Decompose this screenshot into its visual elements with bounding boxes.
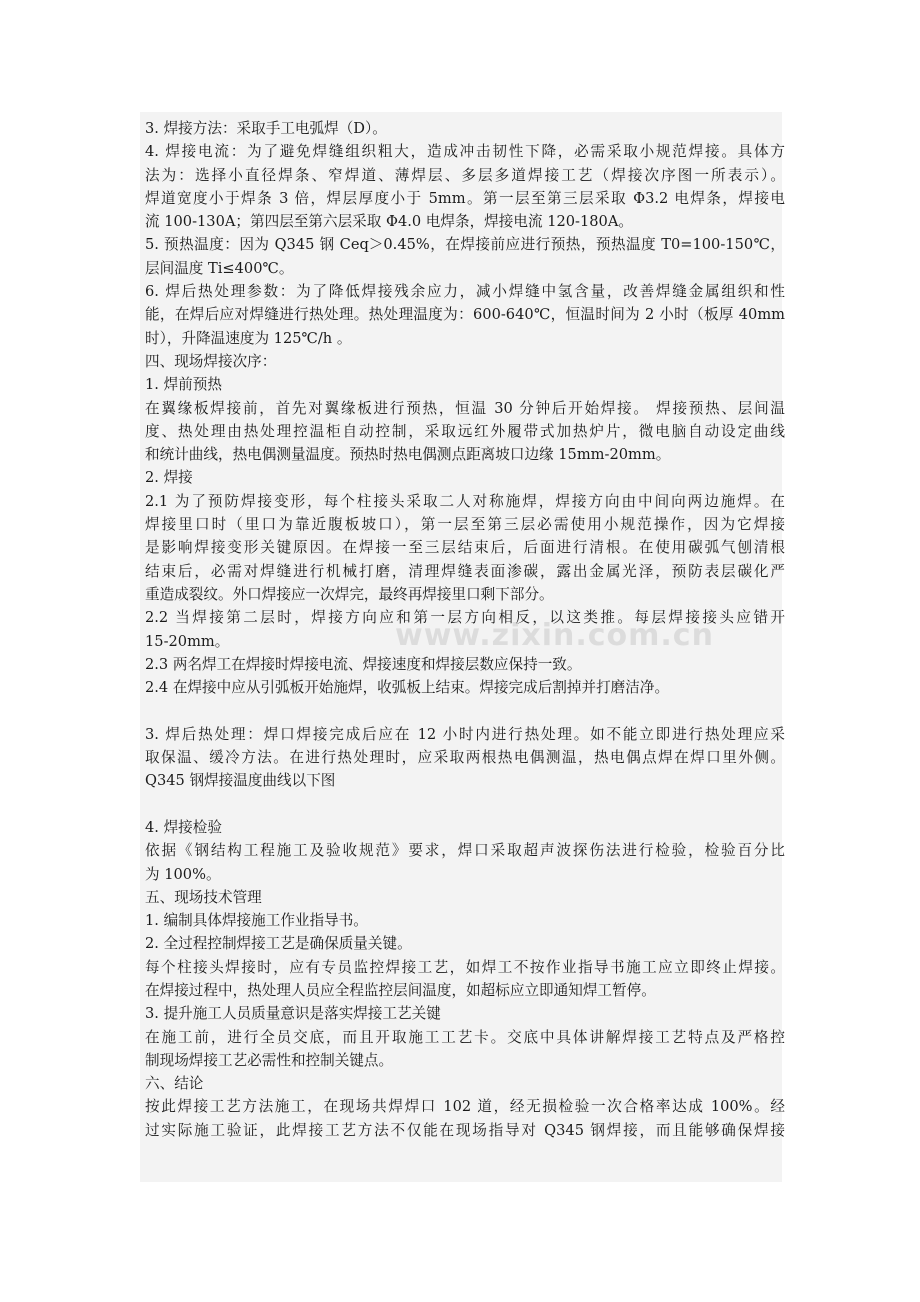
text-line: 过实际施工验证，此焊接工艺方法不仅能在现场指导对 Q345 钢焊接，而且能够确保焊接 [145, 1121, 785, 1139]
text-line: 五、现场技术管理 [145, 888, 262, 906]
text-line: 5. 预热温度：因为 Q345 钢 Ceq＞0.45%，在焊接前应进行预热，预热温度 T0=100-150℃， [145, 236, 785, 254]
text-line: 和统计曲线，热电偶测量温度。预热时热电偶测点距离坡口边缘 15mm-20mm。 [145, 446, 671, 464]
blank-line [145, 699, 785, 722]
text-line: 法为：选择小直径焊条、窄焊道、薄焊层、多层多道焊接工艺（焊接次序图一所表示）。 [145, 166, 785, 184]
text-line: 流 100-130A；第四层至第六层采取 Φ4.0 电焊条，焊接电流 120-180A。 [145, 213, 633, 231]
text-line: 2.4 在焊接中应从引弧板开始施焊，收弧板上结束。焊接完成后割掉并打磨洁净。 [145, 679, 670, 697]
text-line: 1. 焊前预热 [145, 376, 222, 394]
text-line: 依据《钢结构工程施工及验收规范》要求，焊口采取超声波探伤法进行检验，检验百分比 [145, 842, 785, 860]
text-line: 层间温度 Ti≤400℃。 [145, 259, 294, 277]
text-line: 焊接里口时（里口为靠近腹板坡口），第一层至第三层必需使用小规范操作，因为它焊接 [145, 516, 785, 534]
text-line: 4. 焊接电流：为了避免焊缝组织粗大，造成冲击韧性下降，必需采取小规范焊接。具体方 [145, 143, 785, 161]
text-line: 在翼缘板焊接前，首先对翼缘板进行预热，恒温 30 分钟后开始焊接。 焊接预热、层间温 [145, 399, 785, 417]
text-line: 能，在焊后应对焊缝进行热处理。热处理温度为：600-640℃，恒温时间为 2 小时（板厚 40mm [145, 306, 785, 324]
text-line: 1. 编制具体焊接施工作业指导书。 [145, 912, 368, 930]
text-line: 2. 焊接 [145, 469, 193, 487]
text-line: 2. 全过程控制焊接工艺是确保质量关键。 [145, 935, 412, 953]
text-line: 是影响焊接变形关键原因。在焊接一至三层结束后，后面进行清根。在使用碳弧气刨清根 [145, 539, 785, 557]
text-line: 焊道宽度小于焊条 3 倍，焊层厚度小于 5mm。第一层至第三层采取 Φ3.2 电焊条，焊接电 [145, 189, 785, 207]
text-line: 按此焊接工艺方法施工，在现场共焊焊口 102 道，经无损检验一次合格率达成 100%。经 [145, 1098, 785, 1116]
text-line: 3. 焊后热处理：焊口焊接完成后应在 12 小时内进行热处理。如不能立即进行热处理应采 [145, 725, 785, 743]
text-line: 为 100%。 [145, 865, 221, 883]
text-line: 在施工前，进行全员交底，而且开取施工工艺卡。交底中具体讲解焊接工艺特点及严格控 [145, 1028, 785, 1046]
text-line: 度、热处理由热处理控温柜自动控制，采取远红外履带式加热炉片，微电脑自动设定曲线 [145, 422, 785, 440]
blank-line [145, 793, 785, 816]
text-line: 2.1 为了预防焊接变形，每个柱接头采取二人对称施焊，焊接方向由中间向两边施焊。在 [145, 492, 785, 510]
text-line: 重造成裂纹。外口焊接应一次焊完，最终再焊接里口剩下部分。 [145, 585, 554, 603]
document-body [145, 117, 785, 1142]
text-line: 每个柱接头焊接时，应有专员监控焊接工艺，如焊工不按作业指导书施工应立即终止焊接。 [145, 958, 785, 976]
text-line: 2.2 当焊接第二层时，焊接方向应和第一层方向相反，以这类推。每层焊接接头应错开 [145, 609, 785, 627]
text-line: 结束后，必需对焊缝进行机械打磨，清理焊缝表面渗碳，露出金属光泽，预防表层碳化严 [145, 562, 785, 580]
text-line: 四、现场焊接次序： [145, 352, 277, 370]
text-line: 2.3 两名焊工在焊接时焊接电流、焊接速度和焊接层数应保持一致。 [145, 655, 582, 673]
text-line: 取保温、缓冷方法。在进行热处理时，应采取两根热电偶测温，热电偶点焊在焊口里外侧。 [145, 749, 785, 767]
watermark: www.zixin.com.cn [395, 618, 714, 653]
text-line: 时），升降温速度为 125℃/h 。 [145, 329, 352, 347]
text-line: 制现场焊接工艺必需性和控制关键点。 [145, 1051, 394, 1069]
text-line: 4. 焊接检验 [145, 818, 222, 836]
text-line: 15-20mm。 [145, 632, 230, 650]
text-line: 3. 提升施工人员质量意识是落实焊接工艺关键 [145, 1005, 441, 1023]
text-line: 6. 焊后热处理参数：为了降低焊接残余应力，减小焊缝中氢含量，改善焊缝金属组织和性 [145, 283, 785, 301]
text-line: 六、结论 [145, 1075, 204, 1093]
text-line: 3. 焊接方法：采取手工电弧焊（D）。 [145, 120, 387, 137]
text-line: 在焊接过程中，热处理人员应全程监控层间温度，如超标应立即通知焊工暂停。 [145, 981, 656, 999]
text-line: Q345 钢焊接温度曲线以下图 [145, 772, 336, 790]
